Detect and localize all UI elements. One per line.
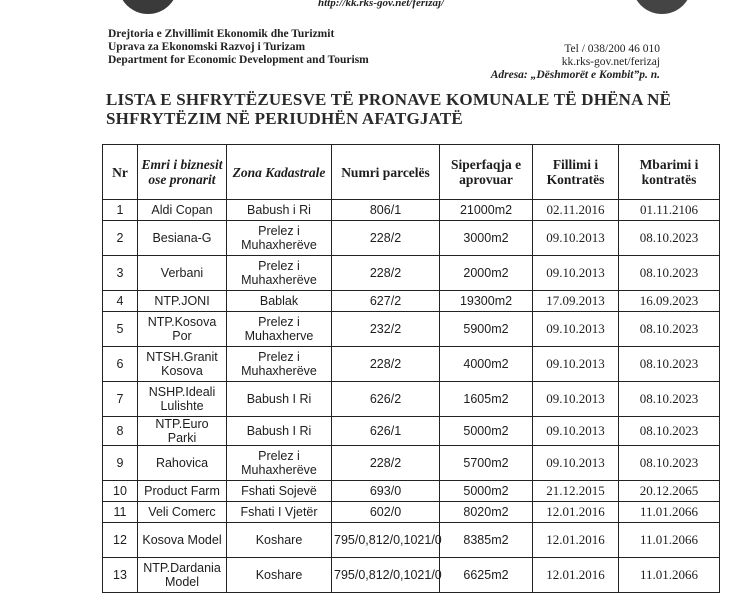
table-row: [103, 347, 720, 382]
cell-fillimi: 09.10.2013: [533, 221, 619, 256]
cell-parcela: 232/2: [332, 312, 440, 347]
cell-nr: 5: [103, 312, 138, 347]
table-row: [103, 446, 720, 481]
table-row: [103, 256, 720, 291]
cell-emri: NTP.Kosova Por: [138, 312, 227, 347]
cell-emri: NSHP.Ideali Lulishte: [138, 382, 227, 417]
header-fillimi: Fillimi i Kontratës: [533, 145, 619, 200]
table-row: [103, 417, 720, 446]
title-line-2: SHFRYTËZIM NË PERIUDHËN AFATGJATË: [106, 109, 463, 128]
dept-line-sq: Drejtoria e Zhvillimit Ekonomik dhe Turizmit: [108, 28, 335, 40]
municipality-url: http://kk.rks-gov.net/ferizaj/: [318, 0, 445, 9]
table-row: [103, 221, 720, 256]
table-row: [103, 382, 720, 417]
cell-mbarimi: 08.10.2023: [619, 382, 720, 417]
cell-siperfaqja: 4000m2: [440, 347, 533, 382]
table-row: [103, 312, 720, 347]
cell-nr: 9: [103, 446, 138, 481]
cell-zona: Fshati Sojevë: [227, 481, 332, 502]
cell-mbarimi: 11.01.2066: [619, 523, 720, 558]
cell-siperfaqja: 3000m2: [440, 221, 533, 256]
cell-mbarimi: 08.10.2023: [619, 417, 720, 446]
cell-fillimi: 09.10.2013: [533, 446, 619, 481]
cell-parcela: 228/2: [332, 446, 440, 481]
cell-nr: 10: [103, 481, 138, 502]
cell-nr: 8: [103, 417, 138, 446]
cell-fillimi: 09.10.2013: [533, 382, 619, 417]
title-line-1: LISTA E SHFRYTËZUESVE TË PRONAVE KOMUNALE TË DHËNA NË: [106, 90, 672, 109]
letterhead-top: [0, 0, 742, 14]
cell-emri: NTP.JONI: [138, 291, 227, 312]
cell-mbarimi: 08.10.2023: [619, 347, 720, 382]
municipality-emblem-icon: [632, 0, 692, 14]
cell-nr: 2: [103, 221, 138, 256]
cell-emri: Kosova Model: [138, 523, 227, 558]
cell-siperfaqja: 1605m2: [440, 382, 533, 417]
cell-fillimi: 09.10.2013: [533, 347, 619, 382]
cell-mbarimi: 08.10.2023: [619, 446, 720, 481]
cell-parcela: 626/1: [332, 417, 440, 446]
cell-fillimi: 09.10.2013: [533, 312, 619, 347]
table-row: [103, 291, 720, 312]
document-title: [106, 90, 706, 128]
department-block: [108, 28, 369, 67]
cell-nr: 11: [103, 502, 138, 523]
cell-mbarimi: 16.09.2023: [619, 291, 720, 312]
cell-parcela: 693/0: [332, 481, 440, 502]
cell-parcela: 806/1: [332, 200, 440, 221]
table-header-row: [103, 145, 720, 200]
cell-zona: Bablak: [227, 291, 332, 312]
header-mbarimi: Mbarimi i kontratës: [619, 145, 720, 200]
cell-parcela: 795/0,812/0,1021/0: [332, 558, 440, 593]
cell-fillimi: 09.10.2013: [533, 417, 619, 446]
header-parcela: Numri parcelës: [332, 145, 440, 200]
cell-zona: Prelez i Muhaxherëve: [227, 256, 332, 291]
header-zona: Zona Kadastrale: [227, 145, 332, 200]
address: Adresa: „Dëshmorët e Kombit”p. n.: [490, 69, 660, 81]
cell-fillimi: 21.12.2015: [533, 481, 619, 502]
cell-mbarimi: 11.01.2066: [619, 502, 720, 523]
cell-nr: 6: [103, 347, 138, 382]
cell-parcela: 228/2: [332, 256, 440, 291]
dept-line-en: Department for Economic Development and Tourism: [108, 54, 369, 66]
dept-line-sr: Uprava za Ekonomski Razvoj i Turizam: [108, 41, 306, 53]
property-users-table: [102, 144, 720, 593]
cell-zona: Babush I Ri: [227, 417, 332, 446]
cell-parcela: 795/0,812/0,1021/0: [332, 523, 440, 558]
coat-of-arms-icon: [118, 0, 178, 14]
cell-nr: 1: [103, 200, 138, 221]
cell-siperfaqja: 19300m2: [440, 291, 533, 312]
cell-emri: Besiana-G: [138, 221, 227, 256]
cell-emri: Verbani: [138, 256, 227, 291]
table-row: [103, 558, 720, 593]
cell-fillimi: 02.11.2016: [533, 200, 619, 221]
cell-siperfaqja: 6625m2: [440, 558, 533, 593]
cell-siperfaqja: 5700m2: [440, 446, 533, 481]
cell-zona: Fshati I Vjetër: [227, 502, 332, 523]
cell-zona: Babush I Ri: [227, 382, 332, 417]
cell-siperfaqja: 8020m2: [440, 502, 533, 523]
header-nr: Nr: [103, 145, 138, 200]
cell-mbarimi: 08.10.2023: [619, 256, 720, 291]
cell-mbarimi: 08.10.2023: [619, 221, 720, 256]
cell-parcela: 626/2: [332, 382, 440, 417]
table-row: [103, 200, 720, 221]
cell-parcela: 228/2: [332, 347, 440, 382]
cell-fillimi: 12.01.2016: [533, 558, 619, 593]
cell-mbarimi: 01.11.2106: [619, 200, 720, 221]
cell-zona: Prelez i Muhaxherëve: [227, 347, 332, 382]
cell-siperfaqja: 21000m2: [440, 200, 533, 221]
cell-mbarimi: 11.01.2066: [619, 558, 720, 593]
cell-parcela: 228/2: [332, 221, 440, 256]
cell-nr: 3: [103, 256, 138, 291]
cell-siperfaqja: 5900m2: [440, 312, 533, 347]
cell-zona: Prelez i Muhaxherëve: [227, 446, 332, 481]
header-emri: Emri i biznesit ose pronarit: [138, 145, 227, 200]
cell-zona: Prelez i Muhaxherëve: [227, 221, 332, 256]
cell-fillimi: 12.01.2016: [533, 502, 619, 523]
cell-parcela: 627/2: [332, 291, 440, 312]
header-siperfaqja: Siperfaqja e aprovuar: [440, 145, 533, 200]
cell-siperfaqja: 8385m2: [440, 523, 533, 558]
cell-emri: NTP.Dardania Model: [138, 558, 227, 593]
cell-emri: NTP.Euro Parki: [138, 417, 227, 446]
cell-emri: Veli Comerc: [138, 502, 227, 523]
cell-siperfaqja: 5000m2: [440, 481, 533, 502]
cell-zona: Koshare: [227, 558, 332, 593]
cell-nr: 12: [103, 523, 138, 558]
cell-siperfaqja: 2000m2: [440, 256, 533, 291]
cell-emri: Aldi Copan: [138, 200, 227, 221]
cell-nr: 13: [103, 558, 138, 593]
cell-fillimi: 09.10.2013: [533, 256, 619, 291]
cell-nr: 4: [103, 291, 138, 312]
cell-zona: Prelez i Muhaxherve: [227, 312, 332, 347]
cell-emri: Rahovica: [138, 446, 227, 481]
phone-number: Tel / 038/200 46 010: [564, 43, 660, 55]
cell-emri: Product Farm: [138, 481, 227, 502]
website: kk.rks-gov.net/ferizaj: [561, 56, 660, 68]
cell-emri: NTSH.Granit Kosova: [138, 347, 227, 382]
cell-zona: Koshare: [227, 523, 332, 558]
cell-nr: 7: [103, 382, 138, 417]
table-row: [103, 502, 720, 523]
cell-siperfaqja: 5000m2: [440, 417, 533, 446]
cell-parcela: 602/0: [332, 502, 440, 523]
cell-mbarimi: 20.12.2065: [619, 481, 720, 502]
cell-mbarimi: 08.10.2023: [619, 312, 720, 347]
table-row: [103, 481, 720, 502]
cell-fillimi: 12.01.2016: [533, 523, 619, 558]
table-row: [103, 523, 720, 558]
cell-fillimi: 17.09.2013: [533, 291, 619, 312]
contact-block: [488, 43, 660, 82]
cell-zona: Babush i Ri: [227, 200, 332, 221]
